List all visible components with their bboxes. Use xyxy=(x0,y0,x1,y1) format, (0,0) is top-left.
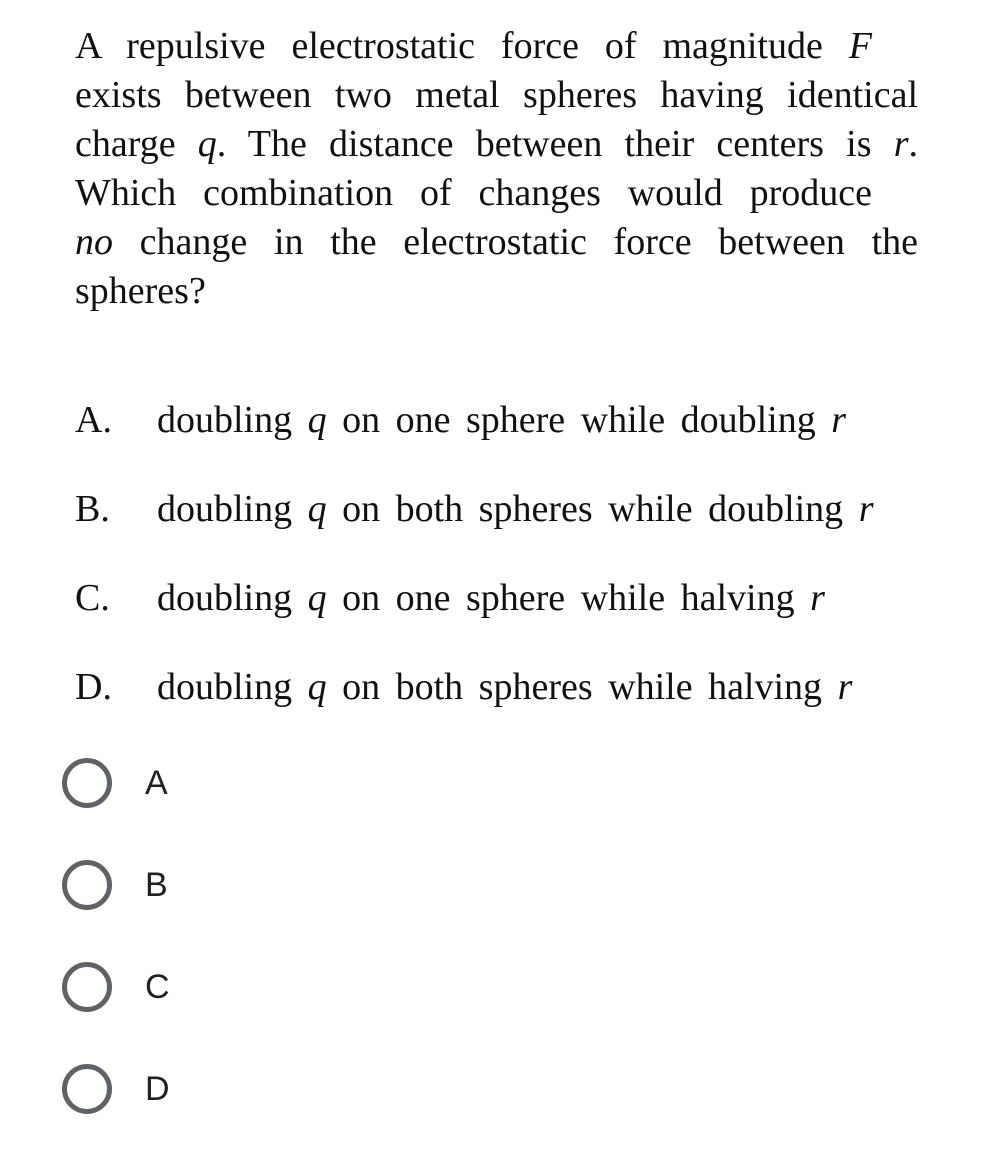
choice-var: q xyxy=(307,577,327,619)
choice-var: r xyxy=(831,399,847,441)
choice-var: r xyxy=(810,577,825,619)
question-segment: A repulsive electrostatic force of magnitude xyxy=(75,25,849,67)
radio-option-d[interactable] xyxy=(62,1064,170,1114)
choice-var: r xyxy=(837,666,853,708)
choice-text: doubling xyxy=(157,399,308,441)
choice-b xyxy=(75,487,873,531)
choice-letter: A. xyxy=(75,399,112,441)
question-line xyxy=(75,71,918,120)
radio-label: A xyxy=(145,763,168,802)
question-variable: no xyxy=(75,221,113,263)
choice-d xyxy=(75,665,852,709)
question-variable: r xyxy=(893,123,909,165)
radio-label: B xyxy=(145,865,168,904)
choice-c xyxy=(75,576,825,620)
radio-circle-icon[interactable] xyxy=(62,758,112,808)
choice-var: r xyxy=(858,488,874,530)
question-variable: q xyxy=(197,123,217,165)
choice-text: on one sphere while doubling xyxy=(326,399,832,441)
choice-var: q xyxy=(307,488,327,530)
radio-option-c[interactable] xyxy=(62,962,170,1012)
question-segment: spheres? xyxy=(75,270,206,312)
choice-text: on both spheres while doubling xyxy=(326,488,859,530)
question-line xyxy=(75,120,918,169)
choice-letter: D. xyxy=(75,666,112,708)
question-line xyxy=(75,218,918,267)
radio-circle-icon[interactable] xyxy=(62,1064,112,1114)
question-line xyxy=(75,169,872,218)
question-segment: . The distance between their centers is xyxy=(216,123,894,165)
choice-letter: B. xyxy=(75,488,110,530)
choice-text: on one sphere while halving xyxy=(326,577,811,619)
radio-option-a[interactable] xyxy=(62,758,168,808)
question-segment: . xyxy=(908,123,918,165)
question-text xyxy=(75,22,918,316)
choice-text: doubling xyxy=(157,666,308,708)
choice-text: doubling xyxy=(157,488,308,530)
choice-var: q xyxy=(307,399,327,441)
choice-text: on both spheres while halving xyxy=(326,666,838,708)
question-segment: change in the electrostatic force between the xyxy=(113,221,918,263)
radio-label: D xyxy=(145,1069,170,1108)
radio-option-b[interactable] xyxy=(62,860,168,910)
choice-var: q xyxy=(307,666,327,708)
radio-circle-icon[interactable] xyxy=(62,860,112,910)
question-segment: Which combination of changes would produce xyxy=(75,172,872,214)
question-line xyxy=(75,22,872,71)
radio-circle-icon[interactable] xyxy=(62,962,112,1012)
question-variable: F xyxy=(848,25,872,67)
choice-text: doubling xyxy=(157,577,308,619)
question-segment: exists between two metal spheres having identical xyxy=(75,74,918,116)
choice-letter: C. xyxy=(75,577,110,619)
question-line xyxy=(75,267,918,316)
question-segment: charge xyxy=(75,123,198,165)
choice-a xyxy=(75,398,846,442)
radio-label: C xyxy=(145,967,170,1006)
